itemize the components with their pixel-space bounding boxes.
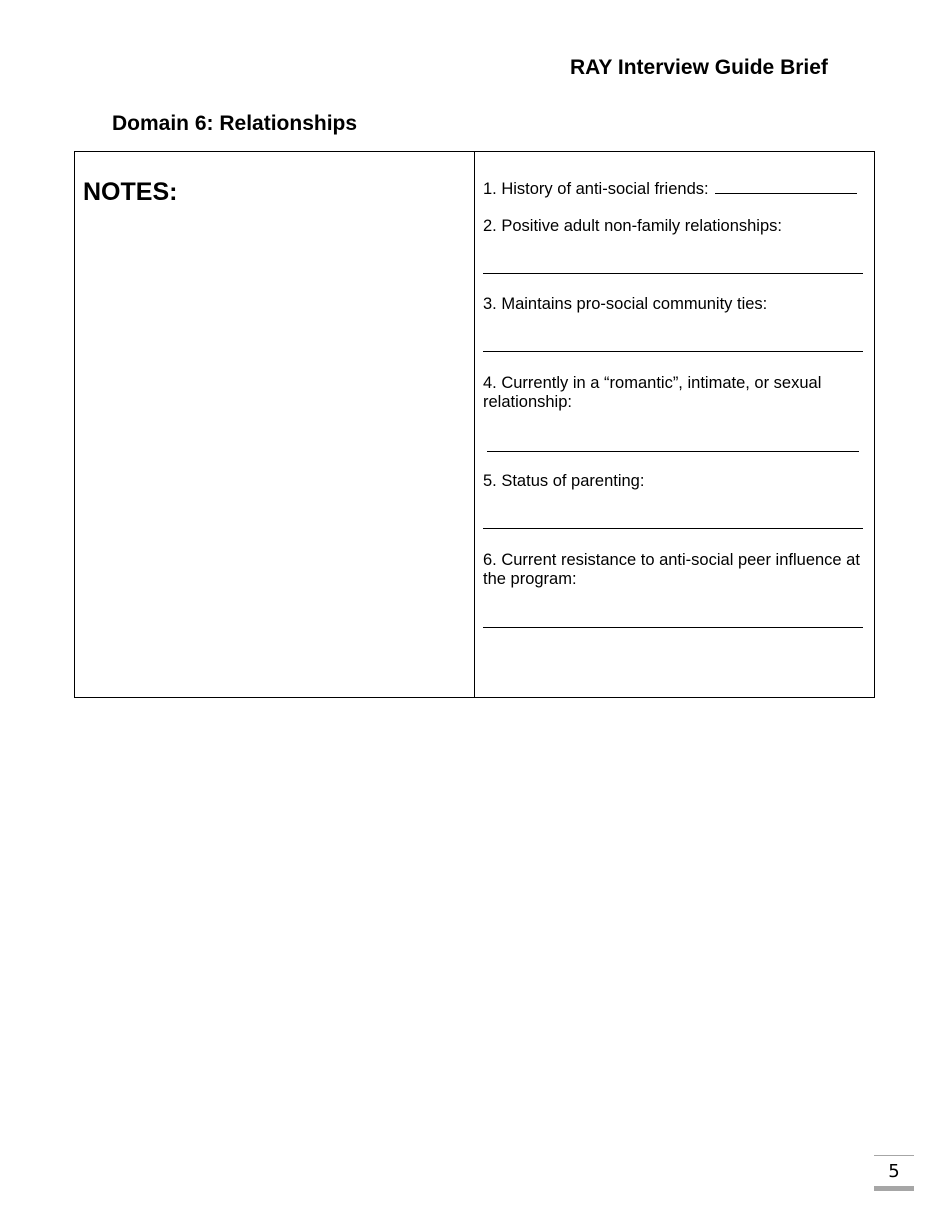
relationships-form-table: [74, 151, 875, 698]
question-6-text: 6. Current resistance to anti-social peer influence at the program:: [483, 551, 860, 588]
page-number-bottom-bar: [874, 1186, 914, 1191]
question-1-answer-line[interactable]: [715, 178, 857, 194]
question-3-answer-line[interactable]: [483, 351, 863, 352]
question-2-answer-line[interactable]: [483, 273, 863, 274]
question-1-text: 1. History of anti-social friends:: [483, 180, 709, 198]
question-2-text: 2. Positive adult non-family relationships:: [483, 217, 782, 235]
question-5-text: 5. Status of parenting:: [483, 472, 645, 490]
domain-title: Domain 6: Relationships: [112, 112, 358, 135]
page-number-footer: [874, 1155, 914, 1191]
question-3-text: 3. Maintains pro-social community ties:: [483, 295, 768, 313]
question-4-answer-line[interactable]: [487, 451, 859, 452]
question-5-answer-line[interactable]: [483, 528, 863, 529]
question-6-answer-line[interactable]: [483, 627, 863, 628]
page-number: 5: [888, 1161, 900, 1182]
question-4-text: 4. Currently in a “romantic”, intimate, or sexual relationship:: [483, 374, 822, 411]
notes-heading: NOTES:: [83, 178, 178, 206]
question-1: [483, 178, 865, 199]
document-header-title: RAY Interview Guide Brief: [570, 56, 828, 79]
page-number-top-rule: [874, 1155, 914, 1156]
notes-cell[interactable]: [75, 152, 475, 697]
questions-cell: [475, 152, 874, 697]
